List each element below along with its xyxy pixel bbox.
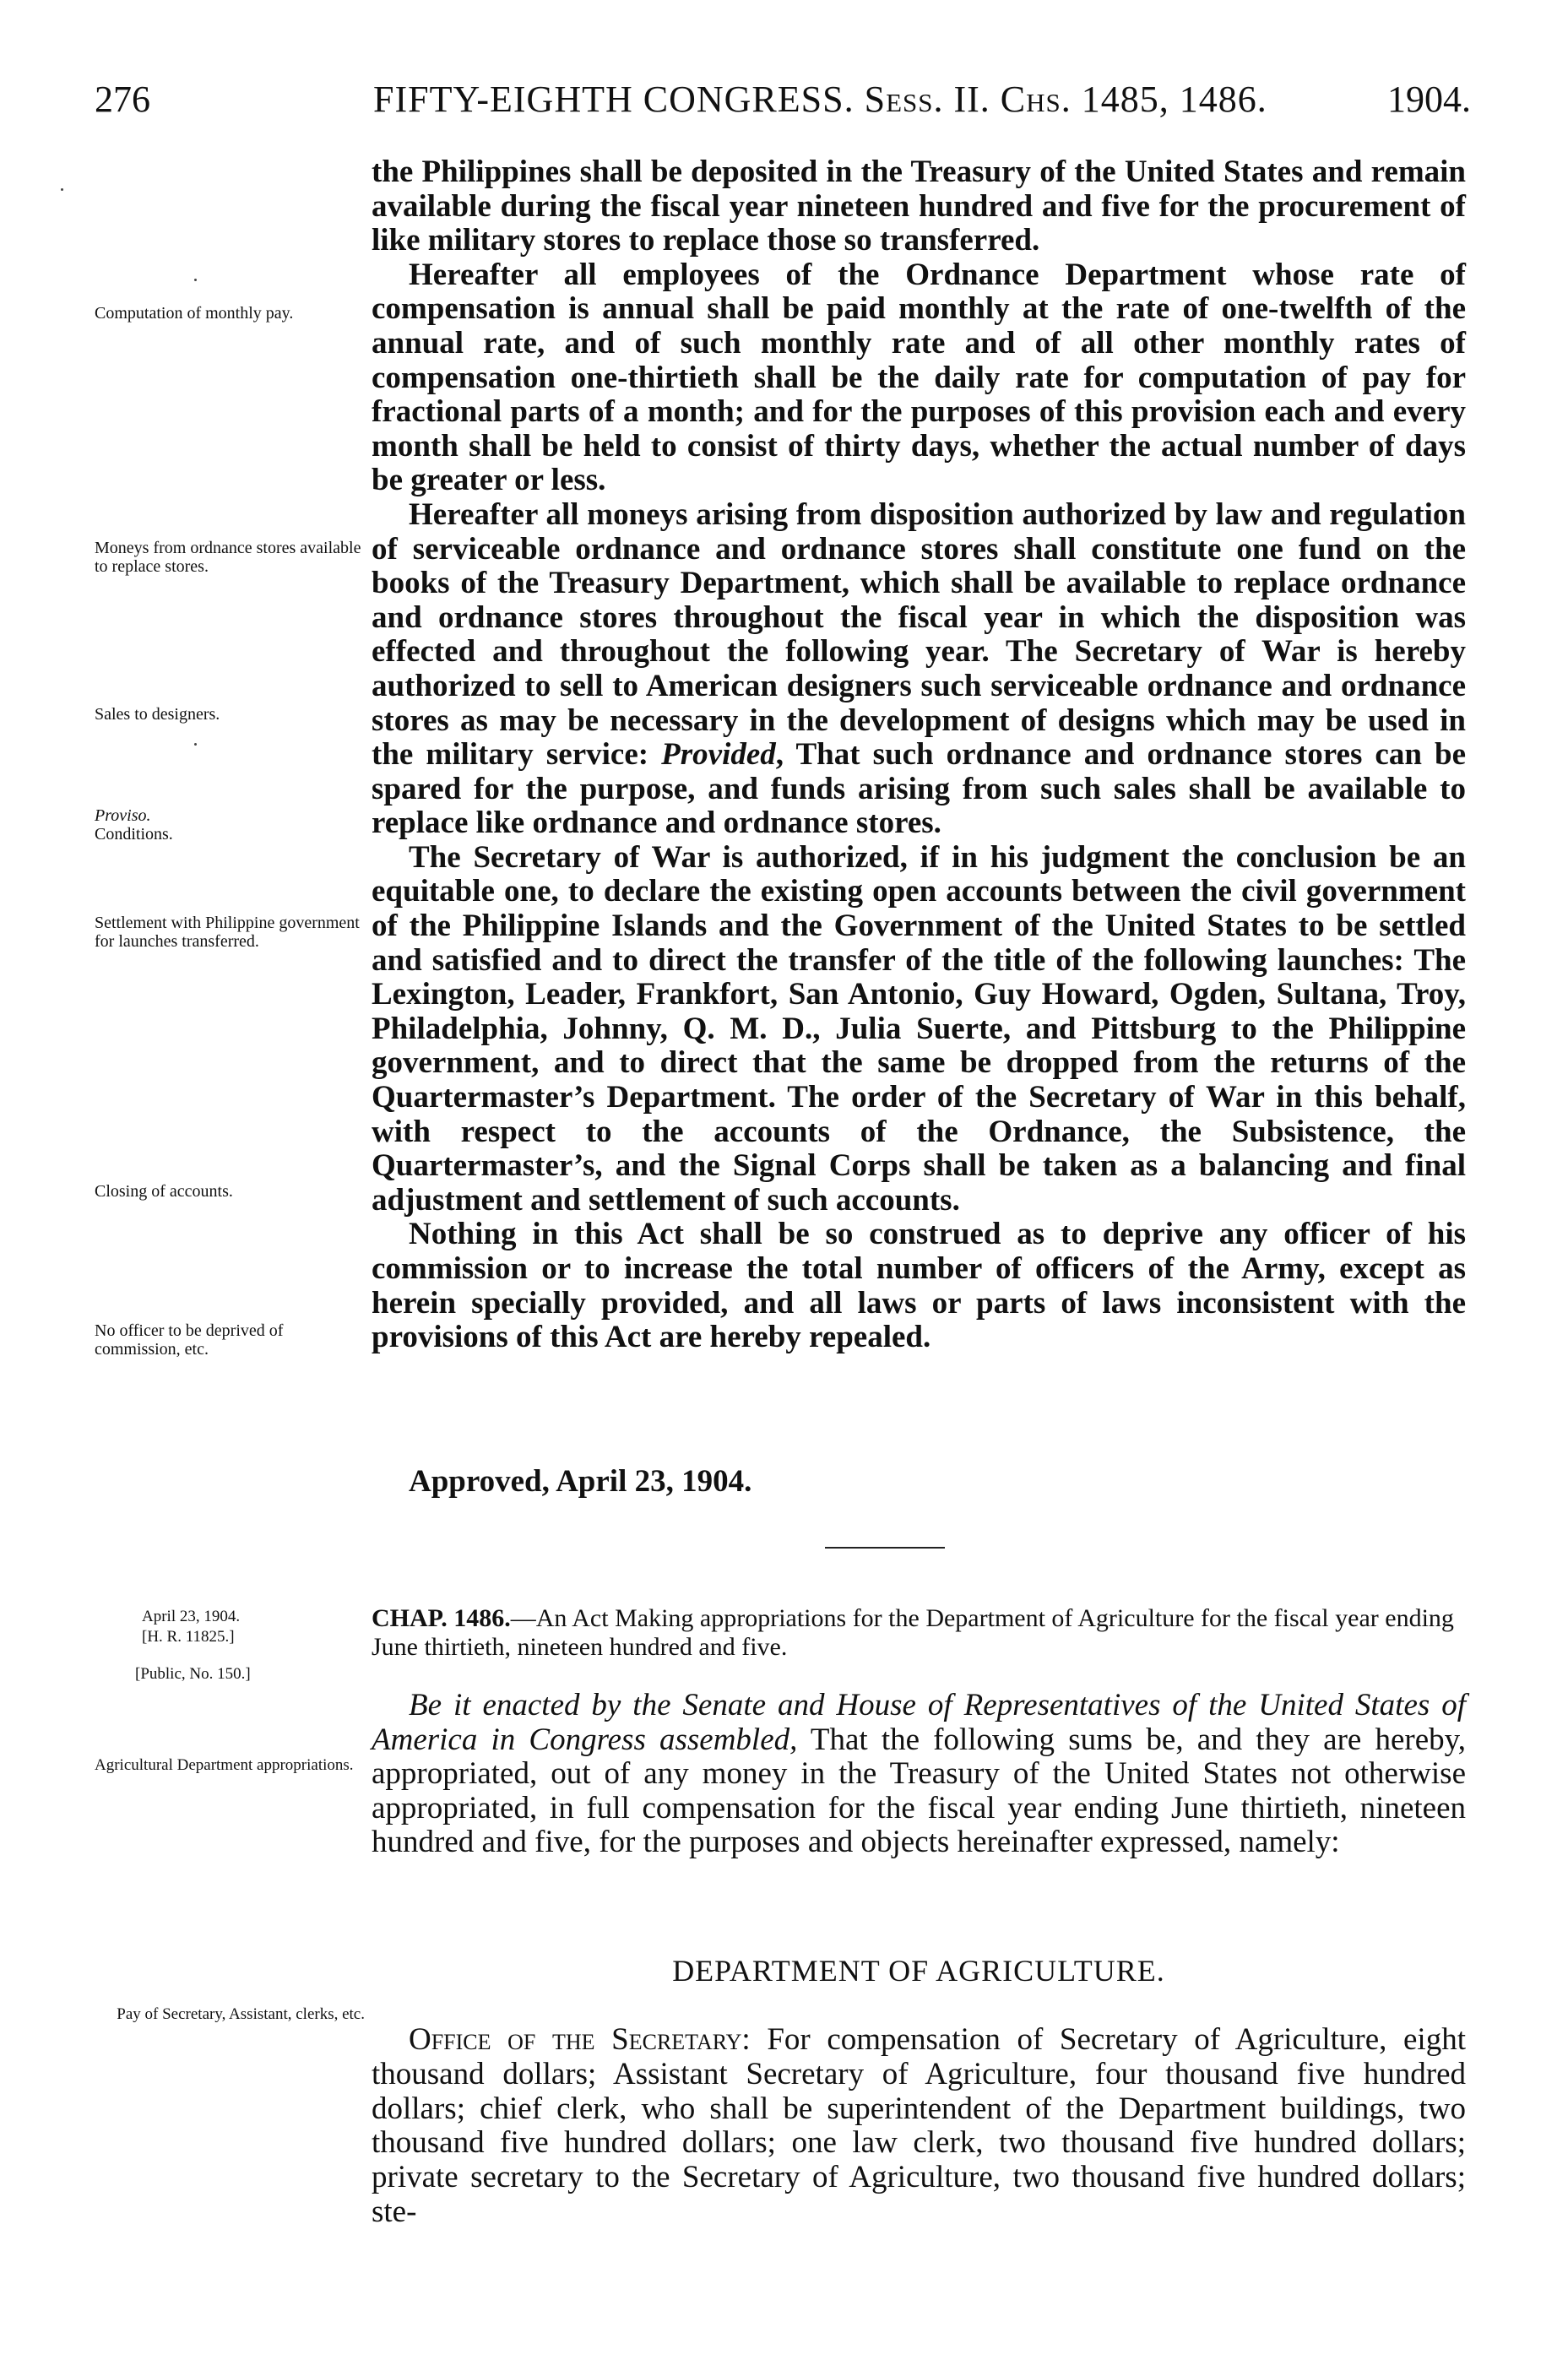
enacting-rest: That the following sums be, and they are hereby, appropriated, out of any money in the Treasury of the United States not otherwise appropriated, in full compensation for the fiscal year ending June thirtieth, nineteen hundred and five, for the purposes and objects hereinafter expressed, namely: — [372, 1722, 1466, 1859]
paragraph-moneys — [372, 498, 1466, 841]
paragraph-continuation: the Philippines shall be deposited in the Treasury of the United States and remain available during the fiscal year nineteen hundred and five for the procurement of like military stores to replace those so transferred. — [372, 155, 1466, 258]
enacting-italic: Be it enacted by the Senate and House of Representatives of the United States of America in Congress assembled, — [372, 1688, 1466, 1757]
margin-note-no-officer: No officer to be deprived of commission, etc. — [95, 1321, 284, 1359]
approved-line: Approved, April 23, 1904. — [409, 1464, 752, 1499]
chapter-bill-number: [H. R. 11825.] — [142, 1628, 235, 1646]
margin-note-conditions: Conditions. — [95, 825, 173, 844]
margin-note-pay-secretary: Pay of Secretary, Assistant, clerks, etc. — [117, 2005, 365, 2023]
office-label: Office of the Secretary: — [409, 2022, 751, 2057]
section-divider — [825, 1547, 945, 1549]
margin-note-sales: Sales to designers. — [95, 705, 220, 724]
enacting-clause — [372, 1689, 1466, 1860]
running-head — [373, 78, 1267, 121]
chapter-label: CHAP. 1486. — [372, 1604, 511, 1632]
header-year: 1904. — [1387, 79, 1471, 120]
margin-note-agri-approp: Agricultural Department appropriations. — [95, 1756, 354, 1774]
speck-mark — [194, 279, 197, 281]
chapter-title: —An Act Making appropriations for the Department of Agriculture for the fiscal year ending June thirtieth, nineteen hundred and five. — [372, 1604, 1454, 1661]
speck-mark — [61, 188, 63, 191]
margin-note-settlement: Settlement with Philippine government for launches transferred. — [95, 914, 360, 951]
provided-word: Provided — [661, 737, 776, 773]
paragraph-monthly-pay: Hereafter all employees of the Ordnance Department whose rate of compensation is annual shall be paid monthly at the rate of one-twelfth of the annual rate, and of such monthly rate and of all other monthly rates of compensation one-thirtieth shall be the daily rate for computation of pay for fractional parts of a month; and for the purposes of this provision each and every month shall be held to consist of thirty days, whether the actual number of days be greater or less. — [372, 257, 1466, 498]
margin-note-closing: Closing of accounts. — [95, 1182, 233, 1201]
department-heading: DEPARTMENT OF AGRICULTURE. — [672, 1954, 1165, 1988]
chapter-heading — [372, 1604, 1466, 1662]
main-body-text — [372, 155, 1466, 1355]
margin-note-computation: Computation of monthly pay. — [95, 304, 294, 323]
chapters-label: Chs. 1485, 1486. — [1000, 79, 1267, 120]
chapter-margin-block — [135, 1607, 353, 1684]
session-label: Sess. II. — [864, 79, 990, 120]
paragraph-no-officer: Nothing in this Act shall be so construed as to deprive any officer of his commission or to increase the total number of officers of the Army, except as herein specially provided, and all laws or parts of laws inconsistent with the provisions of this Act are hereby repealed. — [372, 1217, 1466, 1355]
margin-note-proviso: Proviso. — [95, 806, 151, 825]
paragraph-launches: The Secretary of War is authorized, if in his judgment the conclusion be an equitable one, to declare the existing open accounts between the civil government of the Philippine Islands and the Government of the United States to be settled and satisfied and to direct the transfer of the title of the following launches: The Lexington, Leader, Frankfort, San Antonio, Guy Howard, Ogden, Sultana, Troy, Philadelphia, Johnny, Q. M. D., Julia Suerte, and Pittsburg to the Philippine government, and to direct that the same be dropped from the returns of the Quartermaster’s Department. The order of the Secretary of War in this behalf, with respect to the accounts of the Ordnance, the Subsistence, the Quartermaster’s, and the Signal Corps shall be taken as a balancing and final adjustment and settlement of such accounts. — [372, 839, 1466, 1218]
office-text: For compensation of Secretary of Agriculture, eight thousand dollars; Assistant Secretary of Agriculture, four thousand five hundred dollars; chief clerk, who shall be superintendent of the Department buildings, two thousand five hundred dollars; one law clerk, two thousand five hundred dollars; private secretary to the Secretary of Agriculture, two thousand five hundred dollars; ste- — [372, 2022, 1466, 2229]
moneys-text-a: Hereafter all moneys arising from disposition authorized by law and regulation of serviceable ordnance and ordnance stores shall constitute one fund on the books of the Treasury Department, which shall be available to replace ordnance and ordnance stores throughout the fiscal year in which the disposition was effected and throughout the following year. The Secretary of War is hereby authorized to sell to American designers such serviceable ordnance and ordnance stores as may be necessary in the development of designs which may be used in the military service: — [372, 496, 1466, 773]
congress-title: FIFTY-EIGHTH CONGRESS. — [373, 79, 855, 120]
chapter-public-number: [Public, No. 150.] — [135, 1665, 251, 1683]
page-number: 276 — [95, 79, 150, 120]
running-header — [95, 78, 1471, 128]
office-of-secretary-paragraph — [372, 2023, 1466, 2230]
speck-mark — [194, 743, 197, 746]
margin-note-moneys: Moneys from ordnance stores available to replace stores. — [95, 539, 361, 576]
moneys-text-b: , That such ordnance and ordnance stores can be spared for the purpose, and funds arising from such sales shall be available to replace like ordnance and ordnance stores. — [372, 737, 1466, 841]
chapter-date: April 23, 1904. — [142, 1608, 241, 1625]
